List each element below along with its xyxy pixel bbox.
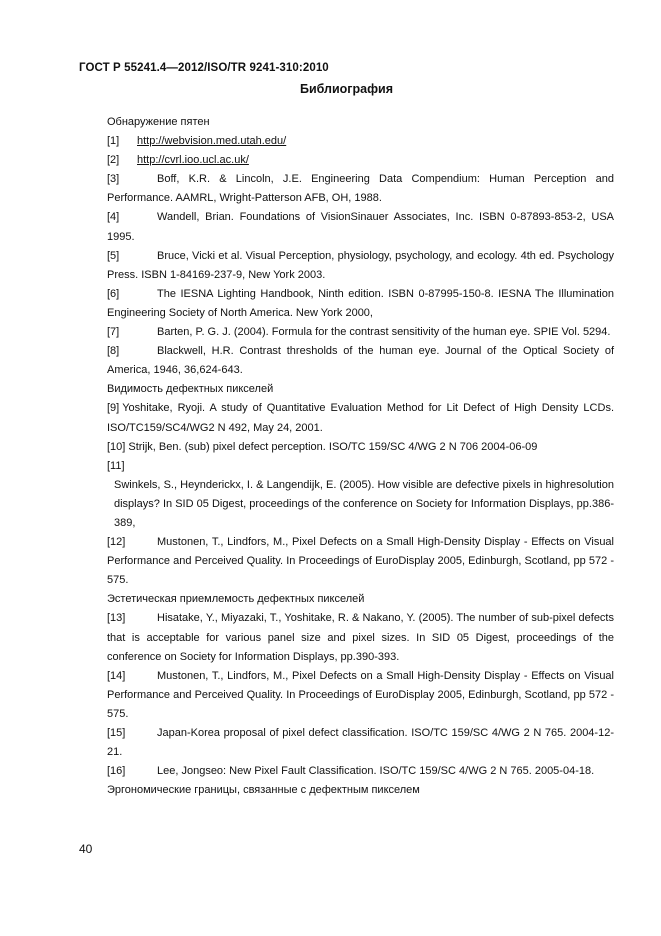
reference-item (107, 762, 614, 781)
reference-link[interactable]: http://webvision.med.utah.edu/ (137, 135, 287, 148)
reference-number: [1] (107, 135, 120, 148)
standard-id: ГОСТ Р 55241.4—2012/ISO/TR 9241-310:2010 (79, 62, 329, 74)
reference-item (107, 724, 614, 762)
reference-number: [5] (107, 249, 120, 262)
reference-number: [3] (107, 173, 120, 186)
reference-number: [11] (107, 459, 125, 472)
reference-number: [12] (107, 536, 126, 549)
section-heading: Обнаружение пятен (107, 116, 210, 128)
reference-text: Bruce, Vicki et al. Visual Perception, physiology, psychology, and ecology. 4th ed. Psychology Press. ISBN 1-84169-237-9, New York 2003. (107, 249, 614, 281)
reference-text: Barten, P. G. J. (2004). Formula for the contrast sensitivity of the human eye. SPIE Vol. 5294. (157, 326, 611, 339)
reference-number: [14] (107, 669, 126, 682)
reference-text: Yoshitake, Ryoji. A study of Quantitative Evaluation Method for Lit Defect of High Density LCDs. ISO/TC159/SC4/WG2 N 492, May 24, 2001. (107, 402, 614, 434)
reference-number: [10] (107, 440, 126, 453)
reference-number: [8] (107, 345, 120, 358)
reference-item (107, 247, 614, 285)
section-heading: Видимость дефектных пикселей (107, 383, 274, 396)
bibliography (107, 113, 614, 800)
reference-text: Lee, Jongseo: New Pixel Fault Classification. ISO/TC 159/SC 4/WG 2 N 765. 2005-04-18. (157, 765, 595, 778)
reference-text: Wandell, Brian. Foundations of VisionSinauer Associates, Inc. ISBN 0-87893-853-2, USA 1995. (107, 211, 614, 243)
reference-link[interactable]: http://cvrl.ioo.ucl.ac.uk/ (137, 154, 249, 167)
page-title: Библиография (299, 82, 394, 96)
reference-item (107, 438, 614, 457)
reference-number: [9] (107, 402, 120, 415)
reference-number: [15] (107, 727, 126, 739)
reference-text: Boff, K.R. & Lincoln, J.E. Engineering Data Compendium: Human Perception and Performance. AAMRL, Wright-Patterson AFB, OH, 1988. (107, 173, 614, 205)
reference-number: [13] (107, 612, 126, 625)
reference-number: [16] (107, 765, 126, 778)
section-heading: Эргономические границы, связанные с дефектным пикселем (107, 784, 420, 797)
reference-text: Japan-Korea proposal of pixel defect classification. ISO/TC 159/SC 4/WG 2 N 765. 2004-12-21. (107, 727, 614, 759)
reference-text: Mustonen, T., Lindfors, M., Pixel Defects on a Small High-Density Display - Effects on Visual Performance and Perceived Quality. In Proceedings of EuroDisplay 2005, Edinburgh, Scotland, pp 572 - 575. (107, 536, 614, 587)
reference-item (107, 399, 614, 437)
reference-item (107, 323, 614, 342)
reference-text: The IESNA Lighting Handbook, Ninth edition. ISBN 0-87995-150-8. IESNA The Illumination Engineering Society of North America. New York 2000, (107, 287, 614, 319)
reference-number: [6] (107, 287, 120, 300)
reference-item (107, 609, 614, 666)
reference-item (107, 151, 614, 170)
reference-text: Hisatake, Y., Miyazaki, T., Yoshitake, R. & Nakano, Y. (2005). The number of sub-pixel defects that is acceptable for various panel size and pixel sizes. In SID 05 Digest, proceedings of the conference on Society for Information Displays, pp.390-393. (107, 612, 614, 663)
reference-number: [7] (107, 326, 120, 339)
reference-item (107, 208, 614, 246)
page-number: 40 (79, 842, 93, 856)
reference-item (107, 667, 614, 724)
reference-item (107, 533, 614, 590)
reference-text: Strijk, Ben. (sub) pixel defect perception. ISO/TC 159/SC 4/WG 2 N 706 2004-06-09 (128, 440, 538, 453)
reference-item (107, 285, 614, 323)
reference-text: Swinkels, S., Heynderickx, I. & Langendijk, E. (2005). How visible are defective pixels in highresolution displays? In SID 05 Digest, proceedings of the conference on Society for Information Displays, pp.386-389, (114, 478, 614, 529)
reference-item (107, 170, 614, 208)
reference-item (107, 132, 614, 151)
section-heading: Эстетическая приемлемость дефектных пикселей (107, 593, 365, 606)
reference-item (107, 342, 614, 380)
reference-number: [4] (107, 211, 120, 224)
reference-text: Mustonen, T., Lindfors, M., Pixel Defects on a Small High-Density Display - Effects on Visual Performance and Perceived Quality. In Proceedings of EuroDisplay 2005, Edinburgh, Scotland, pp 572 - 575. (107, 669, 614, 720)
reference-number: [2] (107, 154, 120, 167)
reference-text: Blackwell, H.R. Contrast thresholds of the human eye. Journal of the Optical Society of America, 1946, 36,624-643. (107, 345, 614, 377)
